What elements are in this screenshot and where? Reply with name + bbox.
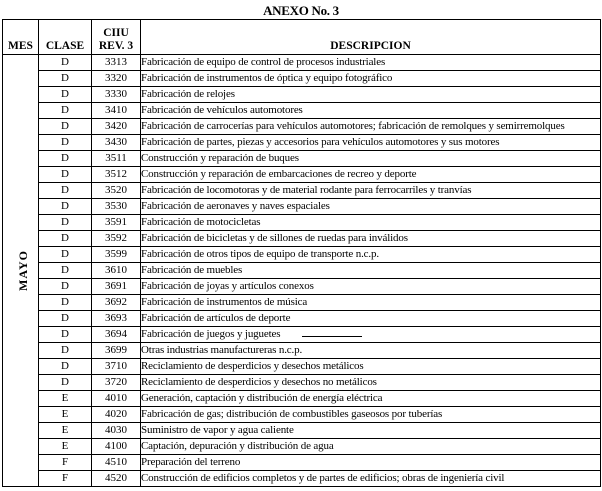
- month-cell: [3, 55, 39, 487]
- ciiu-code-cell: 3530: [92, 199, 141, 215]
- table-row: [3, 199, 601, 215]
- description-text: Construcción y reparación de buques: [141, 152, 299, 164]
- description-text: Fabricación de aeronaves y naves espaciales: [141, 200, 330, 212]
- table-row: [3, 407, 601, 423]
- clase-cell: D: [39, 119, 92, 135]
- clase-cell: D: [39, 199, 92, 215]
- description-text: Fabricación de muebles: [141, 264, 243, 276]
- ciiu-code-cell: 3693: [92, 311, 141, 327]
- clase-cell: F: [39, 455, 92, 471]
- ciiu-code-cell: 3694: [92, 327, 141, 343]
- clase-cell: D: [39, 359, 92, 375]
- ciiu-code-cell: 4010: [92, 391, 141, 407]
- description-cell: [141, 135, 601, 151]
- description-text: Fabricación de gas; distribución de combustibles gaseosos por tuberías: [141, 408, 443, 420]
- description-text: Fabricación de instrumentos de óptica y equipo fotográfico: [141, 72, 393, 84]
- ciiu-code-cell: 4030: [92, 423, 141, 439]
- table-row: [3, 263, 601, 279]
- description-text: Fabricación de locomotoras y de material rodante para ferrocarriles y tranvías: [141, 184, 472, 196]
- header-descripcion: DESCRIPCION: [141, 20, 601, 55]
- table-row: [3, 119, 601, 135]
- clase-cell: D: [39, 215, 92, 231]
- table-row: [3, 375, 601, 391]
- table-row: [3, 183, 601, 199]
- table-row: [3, 439, 601, 455]
- description-cell: [141, 119, 601, 135]
- ciiu-code-cell: 4020: [92, 407, 141, 423]
- table-row: [3, 455, 601, 471]
- clase-cell: D: [39, 231, 92, 247]
- description-cell: [141, 455, 601, 471]
- clase-cell: D: [39, 167, 92, 183]
- ciiu-code-cell: 3610: [92, 263, 141, 279]
- description-text: Construcción y reparación de embarcaciones de recreo y deporte: [141, 168, 417, 180]
- table-row: [3, 103, 601, 119]
- month-label: MAYO: [15, 249, 30, 291]
- description-text: Construcción de edificios completos y de partes de edificios; obras de ingeniería civil: [141, 472, 505, 484]
- description-cell: [141, 439, 601, 455]
- ciiu-code-cell: 3511: [92, 151, 141, 167]
- ciiu-code-cell: 3520: [92, 183, 141, 199]
- ciiu-code-cell: 3699: [92, 343, 141, 359]
- table-row: [3, 247, 601, 263]
- ciiu-code-cell: 3692: [92, 295, 141, 311]
- description-cell: [141, 311, 601, 327]
- table-row: [3, 311, 601, 327]
- description-text: Fabricación de artículos de deporte: [141, 312, 291, 324]
- description-text: Suministro de vapor y agua caliente: [141, 424, 294, 436]
- description-cell: [141, 391, 601, 407]
- description-cell: [141, 375, 601, 391]
- description-cell: [141, 199, 601, 215]
- description-text: Preparación del terreno: [141, 456, 241, 468]
- clase-cell: D: [39, 151, 92, 167]
- ciiu-code-cell: 3599: [92, 247, 141, 263]
- description-cell: [141, 471, 601, 487]
- table-row: [3, 231, 601, 247]
- description-cell: [141, 151, 601, 167]
- clase-cell: D: [39, 311, 92, 327]
- ciiu-code-cell: 3420: [92, 119, 141, 135]
- clase-cell: D: [39, 87, 92, 103]
- clase-cell: D: [39, 375, 92, 391]
- description-cell: [141, 279, 601, 295]
- header-ciiu-line2: REV. 3: [98, 40, 134, 52]
- header-ciiu: [92, 20, 141, 55]
- description-cell: [141, 215, 601, 231]
- description-cell: [141, 71, 601, 87]
- description-text: Fabricación de vehículos automotores: [141, 104, 303, 116]
- description-text: Fabricación de partes, piezas y accesorios para vehículos automotores y sus motores: [141, 136, 500, 148]
- clase-cell: D: [39, 103, 92, 119]
- description-cell: [141, 247, 601, 263]
- clase-cell: E: [39, 391, 92, 407]
- ciiu-code-cell: 4100: [92, 439, 141, 455]
- ciiu-code-cell: 3720: [92, 375, 141, 391]
- table-row: [3, 359, 601, 375]
- clase-cell: D: [39, 295, 92, 311]
- table-body: [3, 55, 601, 487]
- description-cell: [141, 327, 601, 343]
- table-row: [3, 135, 601, 151]
- description-cell: [141, 263, 601, 279]
- activities-table: [2, 19, 601, 487]
- description-cell: [141, 295, 601, 311]
- description-text: Reciclamiento de desperdicios y desechos no metálicos: [141, 376, 377, 388]
- description-cell: [141, 343, 601, 359]
- clase-cell: D: [39, 279, 92, 295]
- description-text: Fabricación de juegos y juguetes: [141, 328, 281, 340]
- description-text: Fabricación de joyas y artículos conexos: [141, 280, 314, 292]
- ciiu-code-cell: 3330: [92, 87, 141, 103]
- description-cell: [141, 407, 601, 423]
- description-text: Fabricación de instrumentos de música: [141, 296, 308, 308]
- clase-cell: E: [39, 407, 92, 423]
- description-text: Fabricación de motocicletas: [141, 216, 261, 228]
- table-row: [3, 167, 601, 183]
- table-row: [3, 391, 601, 407]
- ciiu-code-cell: 3512: [92, 167, 141, 183]
- clase-cell: D: [39, 55, 92, 71]
- table-header-row: [3, 20, 601, 55]
- clase-cell: D: [39, 183, 92, 199]
- header-clase: CLASE: [39, 20, 92, 55]
- blank-underline: [302, 335, 362, 337]
- description-text: Fabricación de equipo de control de procesos industriales: [141, 56, 386, 68]
- description-text: Generación, captación y distribución de energía eléctrica: [141, 392, 383, 404]
- clase-cell: D: [39, 327, 92, 343]
- ciiu-code-cell: 3313: [92, 55, 141, 71]
- header-mes: MES: [3, 20, 39, 55]
- clase-cell: E: [39, 439, 92, 455]
- description-cell: [141, 231, 601, 247]
- table-row: [3, 327, 601, 343]
- ciiu-code-cell: 3710: [92, 359, 141, 375]
- clase-cell: D: [39, 247, 92, 263]
- description-text: Otras industrias manufactureras n.c.p.: [141, 344, 303, 356]
- description-text: Captación, depuración y distribución de agua: [141, 440, 334, 452]
- ciiu-code-cell: 4520: [92, 471, 141, 487]
- clase-cell: E: [39, 423, 92, 439]
- ciiu-code-cell: 3430: [92, 135, 141, 151]
- table-row: [3, 215, 601, 231]
- ciiu-code-cell: 3410: [92, 103, 141, 119]
- table-row: [3, 55, 601, 71]
- description-text: Reciclamiento de desperdicios y desechos metálicos: [141, 360, 364, 372]
- ciiu-code-cell: 3591: [92, 215, 141, 231]
- table-row: [3, 71, 601, 87]
- table-row: [3, 471, 601, 487]
- description-cell: [141, 87, 601, 103]
- table-row: [3, 151, 601, 167]
- ciiu-code-cell: 4510: [92, 455, 141, 471]
- clase-cell: D: [39, 71, 92, 87]
- clase-cell: F: [39, 471, 92, 487]
- clase-cell: D: [39, 263, 92, 279]
- description-cell: [141, 55, 601, 71]
- description-cell: [141, 103, 601, 119]
- header-ciiu-line1: CIIU: [103, 27, 129, 39]
- description-text: Fabricación de carrocerías para vehículos automotores; fabricación de remolques y semirremolques: [141, 120, 565, 132]
- description-cell: [141, 359, 601, 375]
- ciiu-code-cell: 3320: [92, 71, 141, 87]
- table-row: [3, 343, 601, 359]
- clase-cell: D: [39, 135, 92, 151]
- description-cell: [141, 167, 601, 183]
- table-row: [3, 279, 601, 295]
- ciiu-code-cell: 3691: [92, 279, 141, 295]
- description-text: Fabricación de relojes: [141, 88, 235, 100]
- description-text: Fabricación de bicicletas y de sillones de ruedas para inválidos: [141, 232, 408, 244]
- description-text: Fabricación de otros tipos de equipo de transporte n.c.p.: [141, 248, 379, 260]
- ciiu-code-cell: 3592: [92, 231, 141, 247]
- table-row: [3, 87, 601, 103]
- table-row: [3, 423, 601, 439]
- clase-cell: D: [39, 343, 92, 359]
- document-title: ANEXO No. 3: [263, 3, 339, 18]
- description-cell: [141, 423, 601, 439]
- table-row: [3, 295, 601, 311]
- description-cell: [141, 183, 601, 199]
